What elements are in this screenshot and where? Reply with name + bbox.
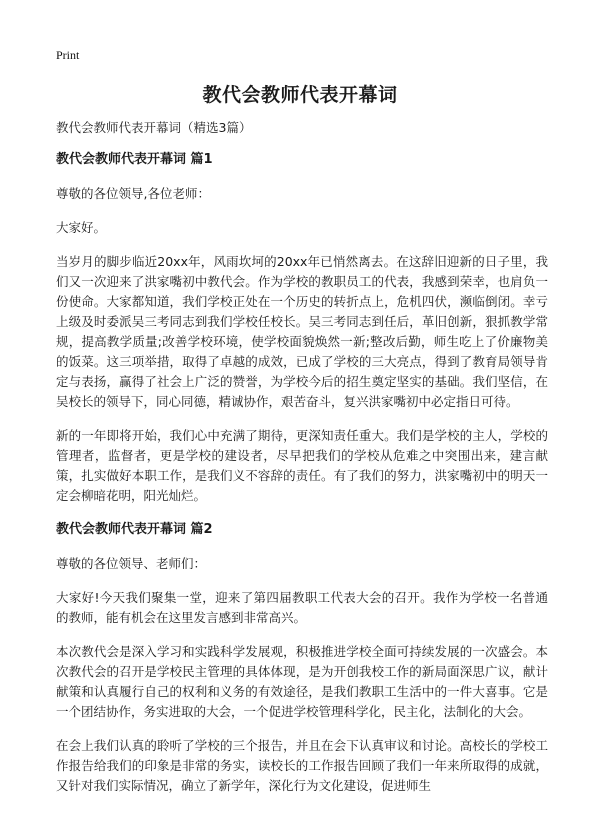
paragraph: 当岁月的脚步临近20xx年，风雨坎坷的20xx年已悄然离去。在这辞旧迎新的日子里，我们又一次迎来了洪家嘴初中教代会。作为学校的教职员工的代表，我感到荣幸，也肩负一份使命。大家都知道，我们学校正处在一个历史的转折点上，危机四伏，濒临倒闭。幸亏上级及时委派吴三考同志到我们学校任校长。吴三考同志到任后，革旧创新，狠抓教学常规，提高教学质量;改善学校环境，使学校面貌焕然一新;整改后勤，师生吃上了价廉物美的饭菜。这三项举措，取得了卓越的成效，已成了学校的三大亮点，得到了教育局领导肯定与表扬，赢得了社会上广泛的赞誉，为学校今后的招生奠定坚实的基础。我们坚信，在吴校长的领导下，同心同德，精诚协作，艰苦奋斗，复兴洪家嘴初中必定指日可待。 [56, 254, 548, 409]
section-heading-2: 教代会教师代表开幕词 篇2 [56, 522, 213, 537]
paragraph: 在会上我们认真的聆听了学校的三个报告，并且在会下认真审议和讨论。高校长的学校工作报告给我们的印象是非常的务实，读校长的工作报告回顾了我们一年来所取得的成就，又针对我们实际情况，确立了新学年，深化行为文化建设，促进师生 [56, 738, 548, 793]
paragraph: 大家好!今天我们聚集一堂，迎来了第四届教职工代表大会的召开。我作为学校一名普通的教师，能有机会在这里发言感到非常高兴。 [56, 590, 548, 625]
print-link[interactable]: Print [56, 48, 80, 62]
greeting-1: 大家好。 [56, 220, 107, 235]
paragraph: 本次教代会是深入学习和实践科学发展观，积极推进学校全面可持续发展的一次盛会。本次教代会的召开是学校民主管理的具体体现，是为开创我校工作的新局面深思广议，献计献策和认真履行自己的权利和义务的有效途径，是我们教职工生活中的一件大喜事。它是一个团结协作，务实进取的大会，一个促进学校管理科学化，民主化，法制化的大会。 [56, 644, 548, 719]
document-title: 教代会教师代表开幕词 [202, 84, 398, 106]
section-heading-1: 教代会教师代表开幕词 篇1 [56, 152, 213, 167]
salutation-1: 尊敬的各位领导,各位老师： [56, 186, 210, 201]
paragraph: 新的一年即将开始，我们心中充满了期待，更深知责任重大。我们是学校的主人，学校的管理者，监督者，更是学校的建设者，尽早把我们的学校从危难之中突围出来，建言献策，扎实做好本职工作，是我们义不容辞的责任。有了我们的努力，洪家嘴初中的明天一定会柳暗花明，阳光灿烂。 [56, 428, 548, 503]
salutation-2: 尊敬的各位领导、老师们： [56, 556, 207, 571]
document-subtitle: 教代会教师代表开幕词（精选3篇） [56, 120, 252, 135]
document-body [56, 118, 548, 810]
